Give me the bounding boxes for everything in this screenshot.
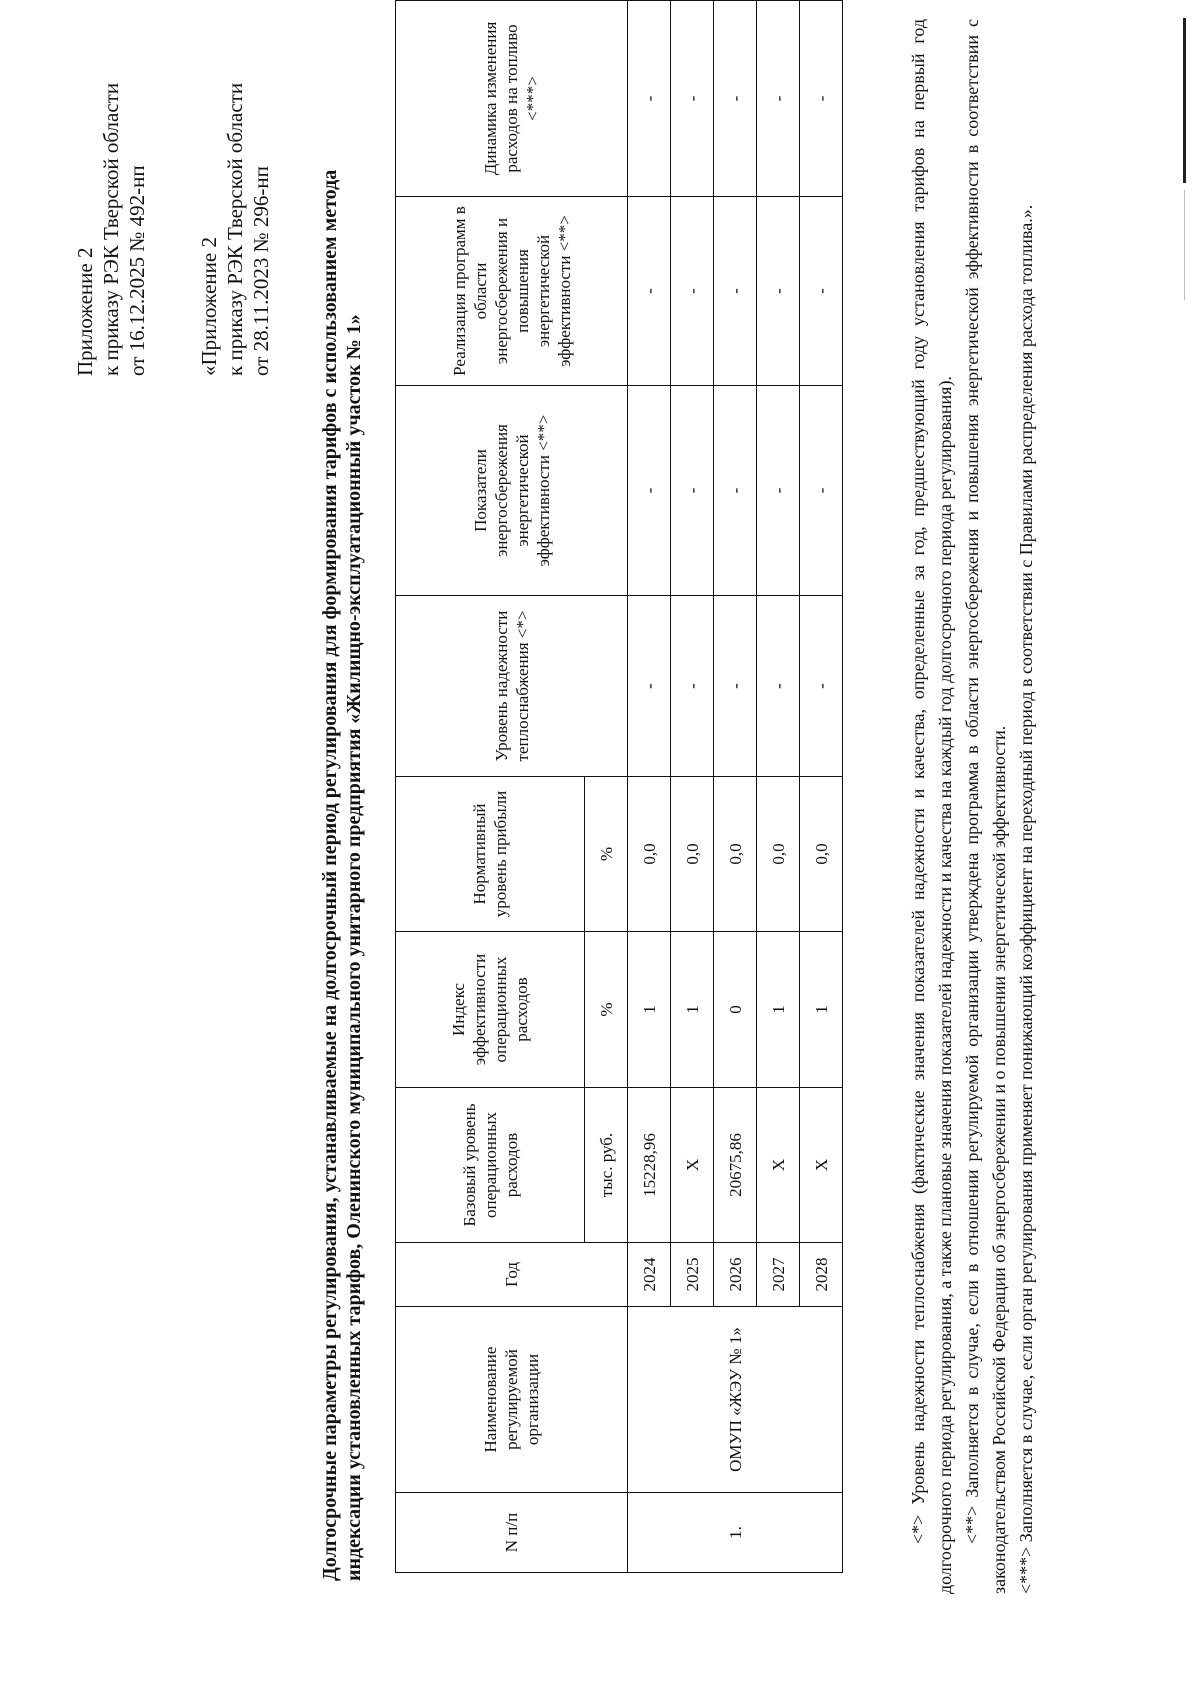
header-energy: Показатели энергосбережения энергетической эффективности <**> [396, 386, 628, 596]
cell-base: Х [800, 1088, 843, 1243]
footnote-fuel: <***> Заполняется в случае, если орган регулирования применяет понижающий коэффициент на переходный период в соответствии с Правилами распределения расхода топлива.». [1016, 204, 1036, 1594]
cell-programs: - [800, 197, 843, 386]
cell-year: 2028 [800, 1243, 843, 1307]
cell-fuel: - [800, 1, 843, 197]
cell-energy: - [800, 386, 843, 596]
header-reliability: Уровень надежности теплоснабжения <*> [396, 596, 628, 777]
cell-profit: 0,0 [671, 777, 714, 932]
cell-base: 20675,86 [714, 1088, 757, 1243]
header-profit: Нормативный уровень прибыли [396, 777, 585, 932]
cell-year: 2026 [714, 1243, 757, 1307]
header-index: Индекс эффективности операционных расходов [396, 932, 585, 1088]
cell-year: 2027 [757, 1243, 800, 1307]
annex-old-line1: «Приложение 2 [197, 237, 221, 376]
cell-reliability: - [671, 596, 714, 777]
cell-programs: - [628, 197, 671, 386]
cell-fuel: - [671, 1, 714, 197]
annex-old-line3: от 28.11.2023 № 296-нп [249, 166, 273, 376]
footnotes [905, 19, 1040, 1594]
header-base: Базовый уровень операционных расходов [396, 1088, 585, 1243]
cell-index: 1 [671, 932, 714, 1088]
cell-profit: 0,0 [628, 777, 671, 932]
cell-programs: - [671, 197, 714, 386]
annex-new-line1: Приложение 2 [73, 247, 97, 376]
header-row [396, 1, 585, 1573]
cell-num: 1. [628, 1493, 843, 1573]
cell-year: 2025 [671, 1243, 714, 1307]
cell-programs: - [714, 197, 757, 386]
annex-old-line2: к приказу РЭК Тверской области [223, 82, 247, 376]
cell-fuel: - [628, 1, 671, 197]
cell-index: 1 [628, 932, 671, 1088]
cell-energy: - [671, 386, 714, 596]
cell-org: ОМУП «ЖЭУ № 1» [628, 1307, 843, 1493]
cell-programs: - [757, 197, 800, 386]
cell-reliability: - [714, 596, 757, 777]
header-programs: Реализация программ в области энергосбережения и повышения энергетической эффективности <**> [396, 197, 628, 386]
annex-header-old [196, 0, 274, 376]
table-row [628, 1, 671, 1573]
cell-year: 2024 [628, 1243, 671, 1307]
cell-energy: - [757, 386, 800, 596]
footnote-energy-program: <**> Заполняется в случае, если в отношении регулируемой организации утверждена программа в области энергосбережения и повышения энергетической эффективности в соответствии с законодательством Российской Федерации об энергосбережении и о повышении энергетической эффективности. [962, 19, 1009, 1594]
parameters-table [395, 0, 843, 1573]
cell-base: 15228,96 [628, 1088, 671, 1243]
cell-energy: - [628, 386, 671, 596]
cell-base: Х [757, 1088, 800, 1243]
cell-index: 0 [714, 932, 757, 1088]
cell-profit: 0,0 [800, 777, 843, 932]
cell-energy: - [714, 386, 757, 596]
unit-base: тыс. руб. [585, 1088, 628, 1243]
header-org: Наименование регулируемой организации [396, 1307, 628, 1493]
cell-reliability: - [757, 596, 800, 777]
unit-profit: % [585, 777, 628, 932]
cell-index: 1 [757, 932, 800, 1088]
header-year: Год [396, 1243, 628, 1307]
cell-fuel: - [757, 1, 800, 197]
annex-new-line2: к приказу РЭК Тверской области [99, 82, 123, 376]
annex-header-new [72, 0, 150, 376]
unit-index: % [585, 932, 628, 1088]
document-title: Долгосрочные параметры регулирования, устанавливаемые на долгосрочный период регулирования для формирования тарифов с использованием метода индексации установленных тарифов, Оленинского муниципального унитарного предприятия «Жилищно-эксплуатационный участок № 1» [319, 169, 365, 1581]
cell-profit: 0,0 [714, 777, 757, 932]
header-num: N п/п [396, 1493, 628, 1573]
cell-profit: 0,0 [757, 777, 800, 932]
cell-base: Х [671, 1088, 714, 1243]
cell-index: 1 [800, 932, 843, 1088]
header-fuel: Динамика изменения расходов на топливо <***> [396, 1, 628, 197]
footnote-reliability: <*> Уровень надежности теплоснабжения (фактические значения показателей надежности и качества, определенные за год, предшествующий году установления тарифов на первый год долгосрочного периода регулирования, а также плановые значения показателей надежности и качества на каждый год долгосрочного периода регулирования). [908, 19, 955, 1594]
annex-new-line3: от 16.12.2025 № 492-нп [125, 165, 149, 376]
cell-fuel: - [714, 1, 757, 197]
cell-reliability: - [800, 596, 843, 777]
cell-reliability: - [628, 596, 671, 777]
